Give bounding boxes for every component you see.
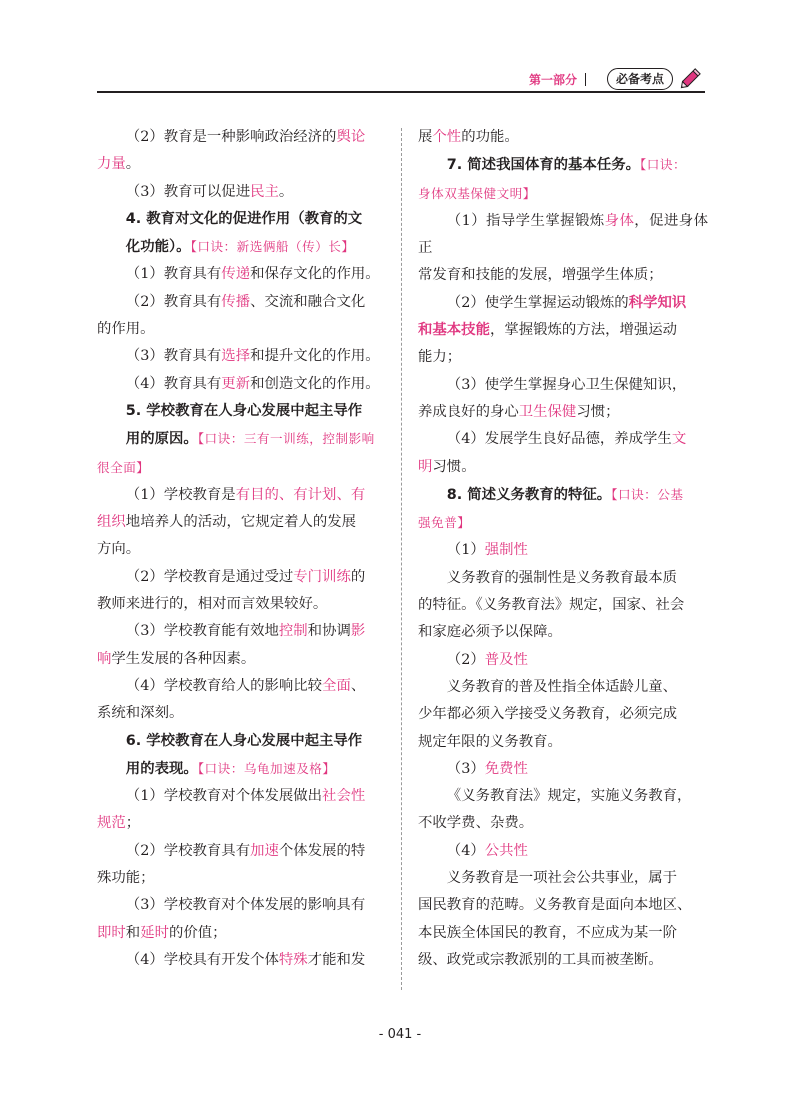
- key-term: 个性: [432, 129, 462, 145]
- key-term: 和基本技能: [418, 322, 490, 339]
- text-line: [97, 398, 385, 425]
- text-run: 才能和发: [307, 951, 366, 968]
- key-term: 身体: [604, 212, 635, 229]
- text-run: 国民教育的范畴。义务教育是面向本地区、: [418, 897, 692, 914]
- text-line: [418, 674, 708, 701]
- text-line: [418, 317, 708, 344]
- question-heading: 5. 学校教育在人身心发展中起主导作: [125, 402, 363, 419]
- question-heading: 7. 简述我国体育的基本任务。: [446, 157, 640, 174]
- text-run: 本民族全体国民的教育，不应成为某一阶: [418, 924, 678, 941]
- text-line: [97, 618, 385, 645]
- header-separator: [585, 73, 586, 86]
- text-line: [418, 756, 708, 783]
- mnemonic: 【口诀：公基: [611, 486, 684, 502]
- mnemonic: 【口诀：乌龟加速及格】: [197, 760, 336, 776]
- key-term: 响: [97, 650, 112, 667]
- text-line: [97, 783, 385, 810]
- text-run: （4）学校教育给人的影响比较: [125, 677, 323, 694]
- text-run: （2）学校教育具有: [125, 842, 251, 859]
- key-term: 社会性: [322, 788, 366, 805]
- text-run: （3）教育具有: [125, 348, 222, 365]
- text-line: [418, 290, 708, 317]
- key-term: 文: [671, 431, 687, 448]
- text-run: 的功能。: [461, 129, 519, 145]
- text-line: [97, 838, 385, 865]
- text-line: [97, 289, 385, 316]
- text-run: （4）: [446, 842, 485, 859]
- text-run: 常发育和技能的发展，增强学生体质；: [418, 267, 663, 284]
- key-term: 民主: [250, 183, 279, 200]
- text-line: [97, 536, 385, 563]
- text-run: 。: [125, 156, 141, 173]
- text-run: （3）教育可以促进: [125, 183, 251, 200]
- mnemonic: 很全面】: [97, 459, 150, 475]
- key-term: 加速: [250, 842, 279, 859]
- key-term: 科学知识: [628, 294, 687, 311]
- text-line: [418, 592, 708, 619]
- key-term: 全面: [322, 677, 351, 694]
- text-line: [418, 262, 708, 289]
- text-run: 的价值；: [169, 924, 227, 941]
- key-term: 控制: [278, 623, 308, 640]
- text-run: 殊功能；: [97, 870, 155, 887]
- text-run: （4）教育具有: [125, 375, 222, 392]
- text-run: 方向。: [97, 541, 141, 558]
- text-line: [418, 838, 708, 865]
- text-line: [418, 947, 708, 974]
- text-run: （1）: [446, 542, 485, 559]
- text-line: [418, 124, 708, 151]
- mnemonic: 【口诀：新选俩船（传）长】: [190, 239, 355, 255]
- key-term: 延时: [140, 924, 169, 941]
- text-line: [418, 180, 708, 208]
- text-run: 地培养人的活动，它规定着人的发展: [125, 514, 357, 531]
- key-term: 舆论: [336, 129, 366, 145]
- question-heading: 6. 学校教育在人身心发展中起主导作: [125, 732, 363, 749]
- text-line: [418, 372, 708, 399]
- text-run: 级、政党或宗教派别的工具而被垄断。: [418, 951, 663, 968]
- text-run: 少年都必须入学接受义务教育，必须完成: [418, 706, 678, 723]
- running-header: [97, 66, 705, 92]
- text-line: [97, 482, 385, 509]
- text-run: （4）学校具有开发个体: [125, 951, 279, 968]
- right-column: [418, 124, 708, 974]
- text-line: [418, 208, 708, 263]
- text-run: （3）学校教育对个体发展的影响具有: [125, 897, 366, 914]
- text-line: [418, 344, 708, 371]
- text-line: [97, 124, 385, 151]
- text-line: [97, 673, 385, 700]
- text-line: [97, 810, 385, 837]
- key-term: 公共性: [484, 842, 528, 859]
- key-term: 强制性: [484, 542, 528, 559]
- text-run: （1）学校教育对个体发展做出: [125, 788, 323, 805]
- text-line: [97, 591, 385, 618]
- text-run: 学生发展的各种因素。: [111, 650, 256, 667]
- text-run: 个体发展的特: [278, 842, 366, 859]
- part-label: 第一部分: [528, 73, 577, 87]
- text-line: [418, 729, 708, 756]
- column-divider: [401, 128, 402, 990]
- text-run: （2）教育具有: [125, 293, 222, 310]
- text-line: [97, 865, 385, 892]
- text-run: 规定年限的义务教育。: [418, 733, 562, 750]
- left-column: [97, 124, 385, 974]
- text-run: 和协调: [307, 623, 351, 640]
- key-term: 传递: [221, 266, 251, 283]
- text-line: [97, 700, 385, 727]
- text-line: [418, 509, 708, 537]
- key-term: 传播: [221, 293, 251, 310]
- page-number: - 041 -: [378, 1027, 422, 1042]
- text-line: [97, 728, 385, 755]
- key-term: 有目的、有计划、有: [235, 486, 366, 503]
- text-line: [418, 151, 708, 179]
- text-line: [418, 454, 708, 481]
- text-line: [97, 151, 385, 178]
- text-line: [97, 206, 385, 233]
- text-line: [97, 343, 385, 370]
- text-run: 和家庭必须予以保障。: [418, 624, 562, 641]
- text-run: 义务教育的强制性是义务教育最本质: [446, 569, 678, 586]
- text-run: ；: [125, 815, 141, 832]
- text-run: 、: [350, 677, 366, 694]
- question-heading: 8. 简述义务教育的特征。: [446, 486, 612, 503]
- key-term: 力量: [97, 156, 126, 173]
- text-run: 和保存文化的作用。: [250, 266, 380, 283]
- text-line: [97, 261, 385, 288]
- text-line: [97, 371, 385, 398]
- header-rule: [97, 91, 705, 93]
- text-run: 和: [125, 924, 141, 941]
- text-run: （2）学校教育是通过受过: [125, 568, 294, 585]
- key-term: 组织: [97, 514, 126, 531]
- text-run: 的特征。《义务教育法》规定，国家、社会: [418, 597, 685, 614]
- text-line: [418, 810, 708, 837]
- text-run: ，掌握锻炼的方法，增强运动: [489, 322, 678, 339]
- key-term: 更新: [221, 375, 251, 392]
- key-term: 普及性: [484, 651, 528, 668]
- text-run: 展: [418, 129, 433, 145]
- text-line: [97, 179, 385, 206]
- text-run: 义务教育的普及性指全体适龄儿童、: [446, 678, 678, 695]
- key-term: 影: [350, 623, 366, 640]
- text-line: [418, 865, 708, 892]
- mnemonic: 【口诀：: [639, 157, 687, 173]
- key-term: 规范: [97, 815, 126, 832]
- text-run: ，促进身体正: [418, 212, 708, 257]
- text-line: [97, 892, 385, 919]
- text-line: [97, 316, 385, 343]
- text-line: [418, 783, 708, 810]
- text-run: （3）: [446, 760, 485, 777]
- question-heading: 4. 教育对文化的促进作用（教育的文: [125, 210, 363, 227]
- text-line: [418, 920, 708, 947]
- key-term: 专门训练: [293, 568, 351, 585]
- text-run: 的: [350, 568, 366, 585]
- text-run: （1）教育具有: [125, 266, 222, 283]
- text-line: [97, 564, 385, 591]
- text-run: （1）指导学生掌握锻炼: [446, 212, 605, 229]
- key-term: 明: [418, 458, 433, 475]
- text-line: [418, 701, 708, 728]
- text-run: 习惯；: [576, 403, 620, 420]
- text-run: 《义务教育法》规定，实施义务教育，: [446, 788, 692, 805]
- text-line: [97, 509, 385, 536]
- text-line: [418, 399, 708, 426]
- question-heading: 用的表现。: [125, 760, 198, 777]
- text-run: （2）使学生掌握运动锻炼的: [446, 294, 629, 311]
- text-run: 养成良好的身心: [418, 403, 519, 420]
- text-run: 、交流和融合文化: [250, 293, 366, 310]
- text-line: [97, 454, 385, 482]
- key-term: 选择: [221, 348, 251, 365]
- text-run: 和创造文化的作用。: [250, 375, 380, 392]
- question-heading: 化功能）。: [125, 239, 191, 256]
- text-line: [97, 755, 385, 783]
- key-term: 免费性: [484, 760, 528, 777]
- text-run: 能力；: [418, 349, 462, 366]
- text-run: （2）教育是一种影响政治经济的: [125, 129, 337, 145]
- text-run: （4）发展学生良好品德，养成学生: [446, 431, 672, 448]
- mnemonic: 【口诀：三有一训练，控制影响: [197, 431, 375, 447]
- section-badge: 必备考点: [607, 68, 673, 90]
- question-heading: 用的原因。: [125, 431, 198, 448]
- text-run: 和提升文化的作用。: [250, 348, 380, 365]
- text-run: （3）使学生掌握身心卫生保健知识，: [446, 376, 687, 393]
- text-run: （3）学校教育能有效地: [125, 623, 279, 640]
- text-run: 义务教育是一项社会公共事业，属于: [446, 870, 678, 887]
- text-run: 系统和深刻。: [97, 705, 184, 722]
- text-run: （1）学校教育是: [125, 486, 236, 503]
- key-term: 即时: [97, 924, 126, 941]
- pencil-icon: [679, 64, 705, 90]
- mnemonic: 身体双基保健文明】: [418, 185, 536, 201]
- text-line: [418, 537, 708, 564]
- text-line: [418, 565, 708, 592]
- text-line: [418, 647, 708, 674]
- text-line: [97, 947, 385, 974]
- text-run: （2）: [446, 651, 485, 668]
- text-line: [97, 646, 385, 673]
- key-term: 特殊: [278, 951, 308, 968]
- text-line: [97, 920, 385, 947]
- mnemonic: 强免普】: [418, 515, 471, 531]
- text-line: [97, 233, 385, 261]
- text-run: 。: [278, 183, 294, 200]
- text-run: 的作用。: [97, 321, 155, 338]
- text-run: 习惯。: [432, 458, 476, 475]
- text-line: [418, 892, 708, 919]
- text-line: [418, 426, 708, 453]
- key-term: 卫生保健: [518, 403, 577, 420]
- text-line: [97, 425, 385, 453]
- text-run: 教师来进行的，相对而言效果较好。: [97, 596, 328, 613]
- text-run: 不收学费、杂费。: [418, 815, 534, 832]
- text-line: [418, 619, 708, 646]
- text-line: [418, 481, 708, 509]
